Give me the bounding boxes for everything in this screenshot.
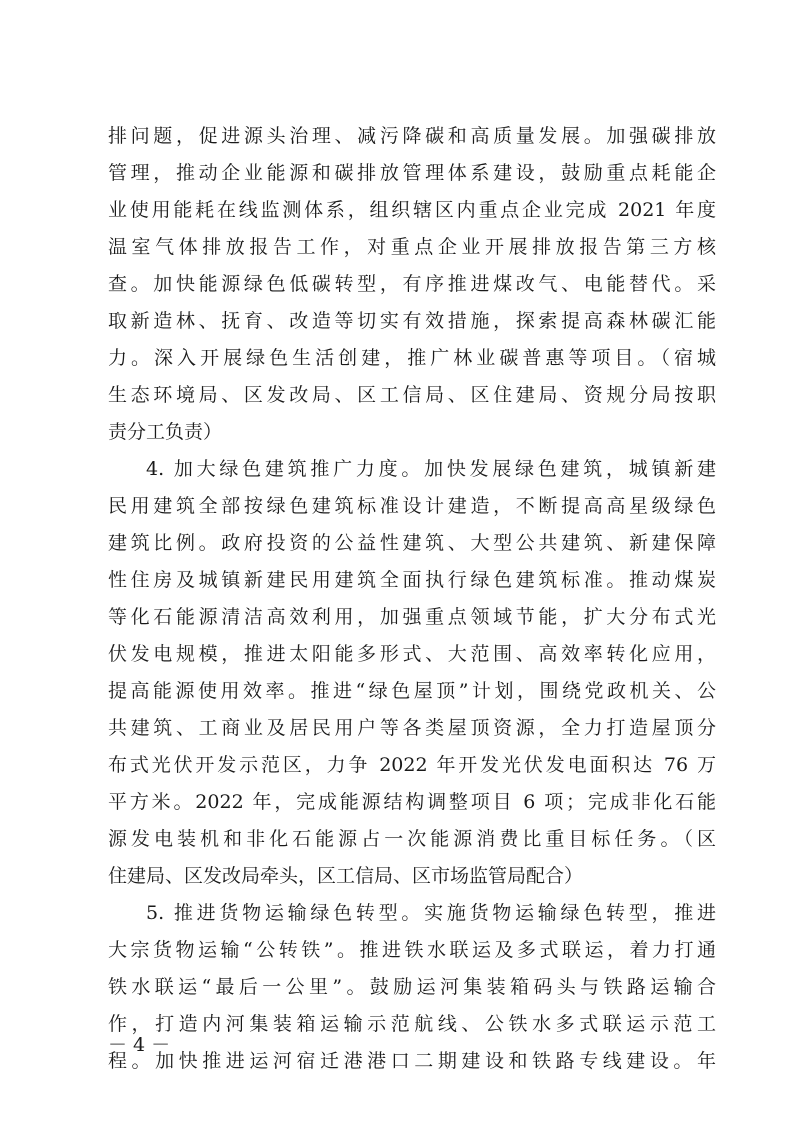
text-line: 民用建筑全部按绿色建筑标准设计建造，不断提高高星级绿色: [108, 495, 716, 517]
paragraph-heading-line: 5. 推进货物运输绿色转型。实施货物运输绿色转型，推进: [146, 902, 716, 924]
text-line: 管理，推动企业能源和碳排放管理体系建设，鼓励重点耗能企: [108, 162, 716, 184]
text-line: 取新造林、抚育、改造等切实有效措施，探索提高森林碳汇能: [108, 310, 716, 332]
text-line: 生态环境局、区发改局、区工信局、区住建局、资规分局按职: [108, 384, 716, 406]
text-line: 平方米。2022 年，完成能源结构调整项目 6 项；完成非化石能: [108, 791, 716, 813]
text-line: 排问题，促进源头治理、减污降碳和高质量发展。加强碳排放: [108, 125, 716, 147]
text-line: 铁水联运“最后一公里”。鼓励运河集装箱码头与铁路运输合: [108, 976, 716, 998]
text-line: 住建局、区发改局牵头，区工信局、区市场监管局配合）: [108, 865, 584, 887]
paragraph-heading-line: 4. 加大绿色建筑推广力度。加快发展绿色建筑，城镇新建: [146, 458, 716, 480]
text-line: 程。加快推进运河宿迁港港口二期建设和铁路专线建设。年: [108, 1050, 716, 1072]
text-line: 性住房及城镇新建民用建筑全面执行绿色建筑标准。推动煤炭: [108, 569, 716, 591]
text-line: 等化石能源清洁高效利用，加强重点领域节能，扩大分布式光: [108, 606, 716, 628]
text-line: 业使用能耗在线监测体系，组织辖区内重点企业完成 2021 年度: [108, 199, 716, 221]
text-line: 查。加快能源绿色低碳转型，有序推进煤改气、电能替代。采: [108, 273, 716, 295]
text-line: 温室气体排放报告工作，对重点企业开展排放报告第三方核: [108, 236, 716, 258]
text-line: 作，打造内河集装箱运输示范航线、公铁水多式联运示范工: [108, 1013, 716, 1035]
text-line: 共建筑、工商业及居民用户等各类屋顶资源，全力打造屋顶分: [108, 717, 716, 739]
text-line: 责分工负责）: [108, 421, 223, 443]
text-line: 提高能源使用效率。推进“绿色屋顶”计划，围绕党政机关、公: [108, 680, 716, 702]
text-line: 伏发电规模，推进太阳能多形式、大范围、高效率转化应用，: [108, 643, 716, 665]
body-text: [108, 118, 716, 1080]
page-number: － 4 －: [108, 1034, 171, 1056]
text-line: 源发电装机和非化石能源占一次能源消费比重目标任务。（区: [108, 828, 716, 850]
text-line: 布式光伏开发示范区，力争 2022 年开发光伏发电面积达 76 万: [108, 754, 716, 776]
text-line: 建筑比例。政府投资的公益性建筑、大型公共建筑、新建保障: [108, 532, 716, 554]
text-line: 力。深入开展绿色生活创建，推广林业碳普惠等项目。（宿城: [108, 347, 716, 369]
text-line: 大宗货物运输“公转铁”。推进铁水联运及多式联运，着力打通: [108, 939, 716, 961]
